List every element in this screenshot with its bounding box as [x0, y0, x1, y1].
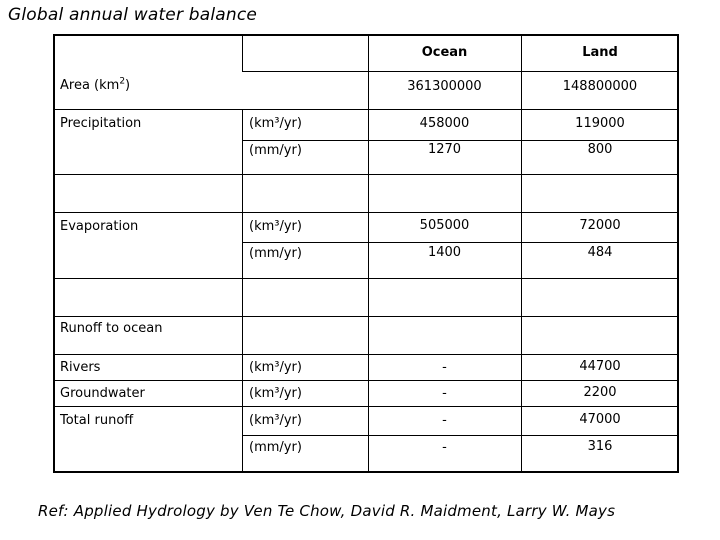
- rivers-unit: (km³/yr): [249, 360, 302, 375]
- evaporation-unit-km3: (km³/yr): [249, 219, 302, 234]
- row-label-precipitation: Precipitation: [60, 116, 142, 131]
- total-runoff-ocean-mm: -: [442, 440, 447, 455]
- row-label-evaporation: Evaporation: [60, 219, 139, 234]
- evaporation-ocean-km3: 505000: [419, 218, 470, 233]
- total-runoff-land-mm: 316: [587, 439, 613, 454]
- rivers-ocean: -: [442, 360, 447, 375]
- row-label-total-runoff: Total runoff: [60, 413, 134, 428]
- evaporation-ocean-mm: 1400: [427, 245, 462, 260]
- page-title: Global annual water balance: [8, 5, 258, 25]
- evaporation-land-mm: 484: [587, 245, 613, 260]
- header-ocean: Ocean: [421, 45, 468, 60]
- area-ocean: 361300000: [407, 79, 482, 94]
- header-land: Land: [582, 45, 618, 60]
- water-balance-table: [53, 34, 679, 473]
- total-runoff-land-km3: 47000: [579, 412, 621, 427]
- evaporation-land-km3: 72000: [579, 218, 621, 233]
- area-land: 148800000: [562, 79, 638, 94]
- row-label-rivers: Rivers: [60, 360, 101, 375]
- groundwater-land: 2200: [583, 385, 617, 400]
- groundwater-unit: (km³/yr): [249, 386, 302, 401]
- evaporation-unit-mm: (mm/yr): [249, 246, 302, 261]
- total-runoff-unit-km3: (km³/yr): [249, 413, 302, 428]
- row-label-runoff-to-ocean: Runoff to ocean: [60, 321, 163, 336]
- total-runoff-unit-mm: (mm/yr): [249, 440, 302, 455]
- total-runoff-ocean-km3: -: [442, 413, 447, 428]
- precipitation-ocean-km3: 458000: [419, 116, 470, 131]
- precipitation-unit-km3: (km³/yr): [249, 116, 302, 131]
- groundwater-ocean: -: [442, 386, 447, 401]
- precipitation-land-km3: 119000: [575, 116, 625, 131]
- row-label-groundwater: Groundwater: [60, 386, 145, 401]
- reference-note: Ref: Applied Hydrology by Ven Te Chow, David R. Maidment, Larry W. Mays: [38, 502, 616, 520]
- rivers-land: 44700: [579, 359, 621, 374]
- row-label-area: Area $(km^2)$: [60, 76, 131, 93]
- precipitation-ocean-mm: 1270: [427, 142, 462, 157]
- precipitation-unit-mm: (mm/yr): [249, 143, 302, 158]
- precipitation-land-mm: 800: [587, 142, 613, 157]
